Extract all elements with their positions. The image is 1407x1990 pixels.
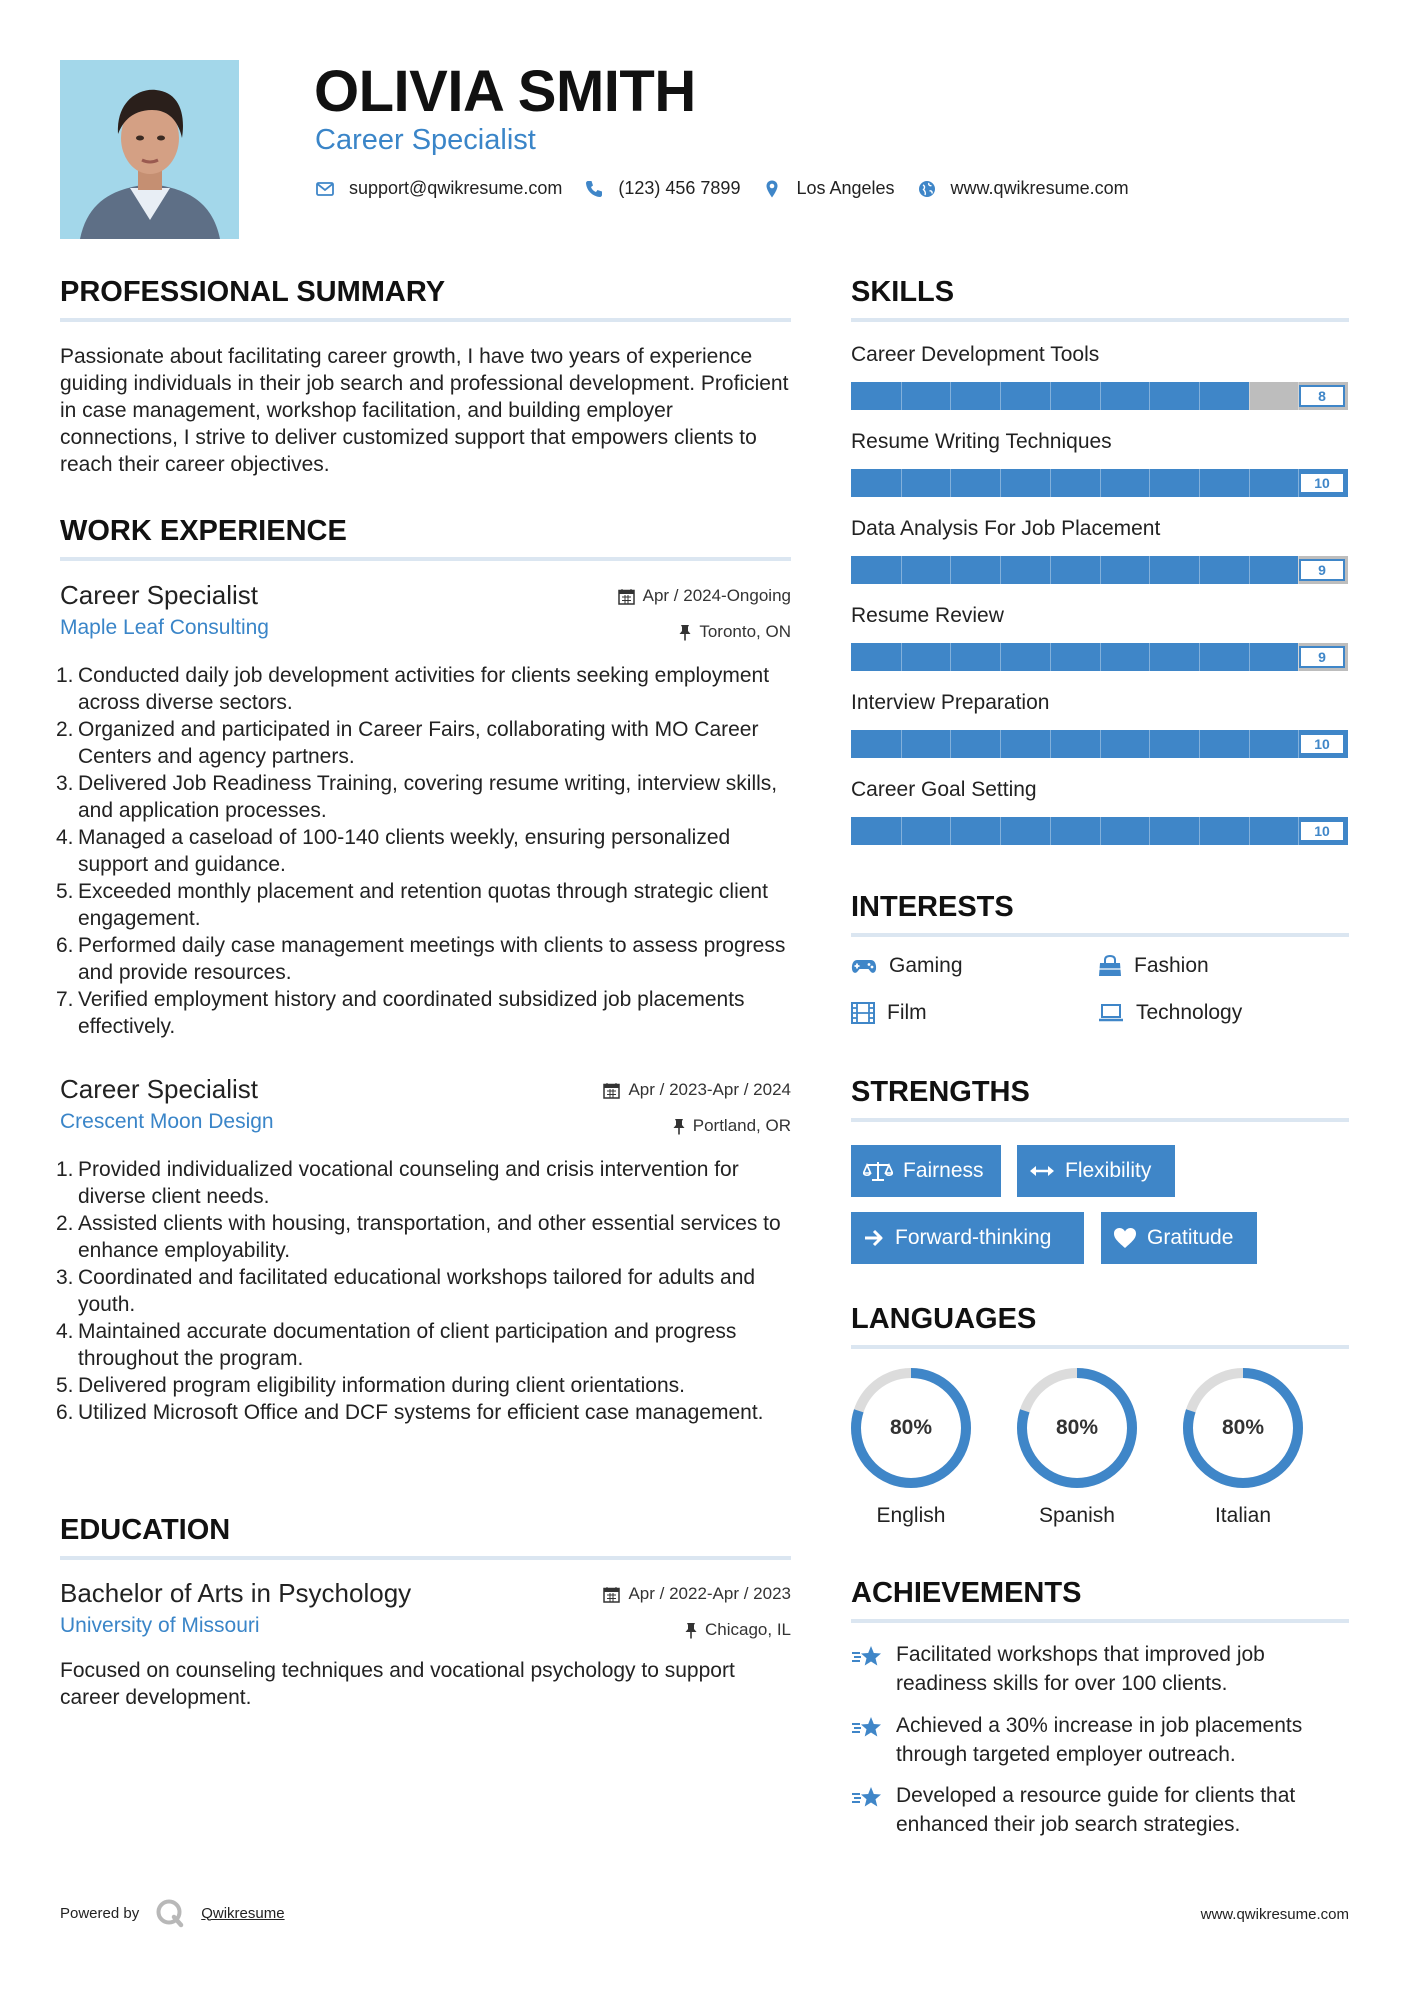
skill-level-badge: 10 <box>1299 733 1345 755</box>
skill-level-badge: 9 <box>1299 646 1345 668</box>
footer-website[interactable]: www.qwikresume.com <box>1200 1906 1349 1923</box>
list-item: 5. Exceeded monthly placement and retention quotas through strategic client engagement. <box>56 880 768 930</box>
footer-powered-by <box>60 1898 285 1928</box>
list-item: 2. Assisted clients with housing, transportation, and other essential services to enhance employability. <box>56 1212 781 1262</box>
skill-bar-segment <box>1000 643 1001 671</box>
achievement-item <box>851 1781 1349 1839</box>
skill-name: Career Development Tools <box>851 343 1100 366</box>
phone-icon <box>584 179 604 199</box>
education-school: University of Missouri <box>60 1614 260 1637</box>
summary-text: Passionate about facilitating career growth, I have two years of experience guiding individuals in their job search and professional development. Proficient in case management, workshop facilitation, and building employer connections, I strive to deliver customized support that empowers clients to reach their career objectives. <box>60 345 789 476</box>
list-item: 6. Utilized Microsoft Office and DCF systems for efficient case management. <box>56 1401 764 1424</box>
pushpin-icon <box>679 624 691 641</box>
skill-bar-segment <box>1100 730 1101 758</box>
profile-photo-illustration <box>60 60 239 239</box>
skill-bar-segment <box>901 556 902 584</box>
skill-bar-segment <box>1149 643 1150 671</box>
job-company: Maple Leaf Consulting <box>60 616 269 639</box>
job-title: Career Specialist <box>60 580 258 610</box>
skill-bar-segment <box>1100 469 1101 497</box>
contact-bar <box>315 178 1151 199</box>
skill-bar-segment <box>1050 556 1051 584</box>
strength-tag <box>1017 1145 1175 1197</box>
contact-phone-text: (123) 456 7899 <box>618 178 741 198</box>
language-percent: 80% <box>1055 1416 1099 1439</box>
calendar-icon <box>618 588 635 605</box>
skill-bar-segment <box>1249 469 1250 497</box>
education-dates-text: Apr / 2022-Apr / 2023 <box>628 1584 791 1603</box>
skill-bar <box>851 382 1348 410</box>
job-dates-text: Apr / 2024-Ongoing <box>642 586 791 605</box>
skill-bar-segment <box>1149 556 1150 584</box>
star-trophy-icon <box>851 1715 885 1741</box>
skill-level-badge: 8 <box>1299 385 1345 407</box>
achievement-text: Facilitated workshops that improved job readiness skills for over 100 clients. <box>896 1643 1265 1695</box>
laptop-icon <box>1098 1003 1124 1023</box>
contact-location-text: Los Angeles <box>796 178 895 198</box>
strength-label: Forward-thinking <box>895 1226 1052 1249</box>
list-item: 4. Maintained accurate documentation of client participation and progress throughout the program. <box>56 1320 737 1370</box>
education-divider <box>60 1556 791 1560</box>
map-marker-icon <box>762 179 782 199</box>
language-name: Spanish <box>1039 1504 1115 1527</box>
strength-label: Flexibility <box>1065 1159 1152 1182</box>
language-item <box>1015 1366 1139 1527</box>
skill-name: Interview Preparation <box>851 691 1050 714</box>
job-title: Career Specialist <box>60 1074 258 1104</box>
job-dates-text: Apr / 2023-Apr / 2024 <box>628 1080 791 1099</box>
skill-bar-segment <box>1149 382 1150 410</box>
interest-label: Fashion <box>1134 954 1209 977</box>
strengths-heading: STRENGTHS <box>851 1076 1030 1108</box>
balance-scale-icon <box>863 1160 893 1182</box>
list-item: 3. Delivered Job Readiness Training, covering resume writing, interview skills, and application processes. <box>56 772 778 822</box>
arrow-right-icon <box>863 1228 885 1248</box>
heart-icon <box>1113 1227 1137 1249</box>
list-item: 5. Delivered program eligibility information during client orientations. <box>56 1374 685 1397</box>
calendar-icon <box>603 1082 620 1099</box>
job-responsibilities <box>56 1156 791 1426</box>
job-responsibilities <box>56 662 791 1040</box>
powered-by-text: Powered by <box>60 1904 140 1922</box>
pushpin-icon <box>673 1118 685 1135</box>
skill-bar-segment <box>1000 382 1001 410</box>
language-item <box>849 1366 973 1527</box>
skill-bar-segment <box>1249 817 1250 845</box>
skill-bar-segment <box>950 556 951 584</box>
profile-photo <box>60 60 239 239</box>
education-description: Focused on counseling techniques and vocational psychology to support career development. <box>60 1659 735 1709</box>
strength-tag <box>1101 1212 1257 1264</box>
summary-heading: PROFESSIONAL SUMMARY <box>60 276 446 308</box>
achievements-divider <box>851 1619 1349 1623</box>
arrows-horizontal-icon <box>1029 1164 1055 1178</box>
achievement-item <box>851 1711 1349 1769</box>
language-percent: 80% <box>889 1416 933 1439</box>
language-item <box>1181 1366 1305 1527</box>
skill-level-badge: 10 <box>1299 820 1345 842</box>
skill-bar-segment <box>1149 817 1150 845</box>
skill-bar-segment <box>1199 643 1200 671</box>
skill-bar-segment <box>1249 643 1250 671</box>
skills-divider <box>851 318 1349 322</box>
job-location-text: Portland, OR <box>692 1116 791 1135</box>
skill-bar-segment <box>1100 643 1101 671</box>
skill-bar <box>851 730 1348 758</box>
job-location-text: Toronto, ON <box>699 622 791 641</box>
skill-name: Career Goal Setting <box>851 778 1037 801</box>
star-trophy-icon <box>851 1644 885 1670</box>
job-location <box>673 1116 791 1136</box>
qwikresume-link[interactable]: Qwikresume <box>201 1904 285 1922</box>
languages-heading: LANGUAGES <box>851 1303 1037 1335</box>
skill-bar-segment <box>1050 817 1051 845</box>
gamepad-icon <box>851 957 877 975</box>
skill-bar-segment <box>1199 730 1200 758</box>
achievements-heading: ACHIEVEMENTS <box>851 1577 1082 1609</box>
skill-bar-segment <box>1249 556 1250 584</box>
skill-bar-segment <box>1000 469 1001 497</box>
skill-bar-segment <box>1249 730 1250 758</box>
candidate-name: OLIVIA SMITH <box>314 59 696 124</box>
education-location-text: Chicago, IL <box>705 1620 791 1639</box>
interests-divider <box>851 933 1349 937</box>
skill-bar-segment <box>950 817 951 845</box>
interest-label: Gaming <box>889 954 963 977</box>
skill-bar-segment <box>1000 556 1001 584</box>
envelope-icon <box>315 179 335 199</box>
language-name: Italian <box>1214 1504 1272 1527</box>
contact-email[interactable] <box>315 178 562 199</box>
list-item: 1. Provided individualized vocational counseling and crisis intervention for diverse client needs. <box>56 1158 739 1208</box>
skill-bar-segment <box>1199 556 1200 584</box>
achievement-item <box>851 1640 1349 1698</box>
skill-bar <box>851 643 1348 671</box>
achievement-text: Developed a resource guide for clients that enhanced their job search strategies. <box>896 1784 1296 1836</box>
experience-heading: WORK EXPERIENCE <box>60 515 347 547</box>
skill-bar-segment <box>901 643 902 671</box>
candidate-title: Career Specialist <box>315 124 536 156</box>
list-item: 7. Verified employment history and coordinated subsidized job placements effectively. <box>56 988 745 1038</box>
skill-level-badge: 9 <box>1299 559 1345 581</box>
education-dates <box>603 1584 791 1604</box>
skill-bar-segment <box>1100 556 1101 584</box>
strength-label: Gratitude <box>1147 1226 1234 1249</box>
skill-bar-segment <box>1050 469 1051 497</box>
skill-bar <box>851 817 1348 845</box>
list-item: 4. Managed a caseload of 100-140 clients weekly, ensuring personalized support and guidance. <box>56 826 731 876</box>
job-entry-2 <box>56 1074 791 1474</box>
skill-bar-segment <box>950 730 951 758</box>
globe-icon <box>917 179 937 199</box>
language-name: English <box>876 1504 946 1527</box>
education-location <box>685 1620 791 1640</box>
job-dates <box>603 1080 791 1100</box>
list-item: 2. Organized and participated in Career Fairs, collaborating with MO Career Centers and agency partners. <box>56 718 759 768</box>
skill-name: Resume Review <box>851 604 1004 627</box>
skill-bar-segment <box>950 382 951 410</box>
list-item: 1. Conducted daily job development activities for clients seeking employment across diverse sectors. <box>56 664 770 714</box>
skill-bar-segment <box>950 469 951 497</box>
skill-bar-segment <box>1050 643 1051 671</box>
skill-bar-segment <box>901 382 902 410</box>
contact-website-text: www.qwikresume.com <box>950 178 1129 198</box>
film-icon <box>851 1002 875 1024</box>
experience-divider <box>60 557 791 561</box>
strength-label: Fairness <box>903 1159 984 1182</box>
skill-bar <box>851 556 1348 584</box>
list-item: 3. Coordinated and facilitated educational workshops tailored for adults and youth. <box>56 1266 756 1316</box>
skill-name: Data Analysis For Job Placement <box>851 517 1161 540</box>
skill-bar-segment <box>901 730 902 758</box>
skill-bar <box>851 469 1348 497</box>
education-heading: EDUCATION <box>60 1514 231 1546</box>
skills-heading: SKILLS <box>851 276 955 308</box>
star-trophy-icon <box>851 1785 885 1811</box>
language-percent: 80% <box>1221 1416 1265 1439</box>
languages-divider <box>851 1345 1349 1349</box>
list-item: 6. Performed daily case management meetings with clients to assess progress and provide resources. <box>56 934 786 984</box>
education-entry <box>60 1578 791 1658</box>
strength-tag <box>851 1145 1001 1197</box>
pushpin-icon <box>685 1622 697 1639</box>
skill-bar-segment <box>1249 382 1250 410</box>
skill-bar-segment <box>1000 817 1001 845</box>
interest-item <box>1098 1001 1242 1025</box>
qwikresume-logo-icon <box>155 1898 185 1928</box>
skill-bar-segment <box>1000 730 1001 758</box>
job-company: Crescent Moon Design <box>60 1110 274 1133</box>
skill-bar-segment <box>901 469 902 497</box>
skill-level-badge: 10 <box>1299 472 1345 494</box>
skill-name: Resume Writing Techniques <box>851 430 1112 453</box>
skill-bar-segment <box>901 817 902 845</box>
contact-phone[interactable] <box>584 178 740 199</box>
strengths-divider <box>851 1118 1349 1122</box>
interest-label: Film <box>887 1001 927 1024</box>
job-location <box>679 622 791 642</box>
skill-bar-fill <box>851 556 1298 584</box>
skill-bar-segment <box>1199 469 1200 497</box>
interest-item <box>1098 954 1209 978</box>
skill-bar-fill <box>851 643 1298 671</box>
job-entry-1 <box>56 580 791 1040</box>
interests-heading: INTERESTS <box>851 891 1014 923</box>
skill-bar-segment <box>1149 469 1150 497</box>
summary-divider <box>60 318 791 322</box>
skill-bar-segment <box>1050 382 1051 410</box>
education-degree: Bachelor of Arts in Psychology <box>60 1578 412 1608</box>
interest-item <box>851 954 963 978</box>
contact-location <box>762 178 894 199</box>
strength-tag <box>851 1212 1084 1264</box>
skill-bar-segment <box>1199 817 1200 845</box>
job-dates <box>618 586 791 606</box>
skill-bar-segment <box>950 643 951 671</box>
skill-bar-segment <box>1199 382 1200 410</box>
calendar-icon <box>603 1586 620 1603</box>
achievement-text: Achieved a 30% increase in job placements through targeted employer outreach. <box>896 1714 1303 1766</box>
interest-item <box>851 1001 927 1025</box>
skill-bar-segment <box>1050 730 1051 758</box>
skill-bar-segment <box>1149 730 1150 758</box>
skill-bar-segment <box>1100 817 1101 845</box>
shopping-bag-icon <box>1098 955 1122 977</box>
contact-email-text: support@qwikresume.com <box>349 178 563 198</box>
skill-bar-segment <box>1100 382 1101 410</box>
interest-label: Technology <box>1136 1001 1243 1024</box>
contact-website[interactable] <box>917 178 1129 199</box>
